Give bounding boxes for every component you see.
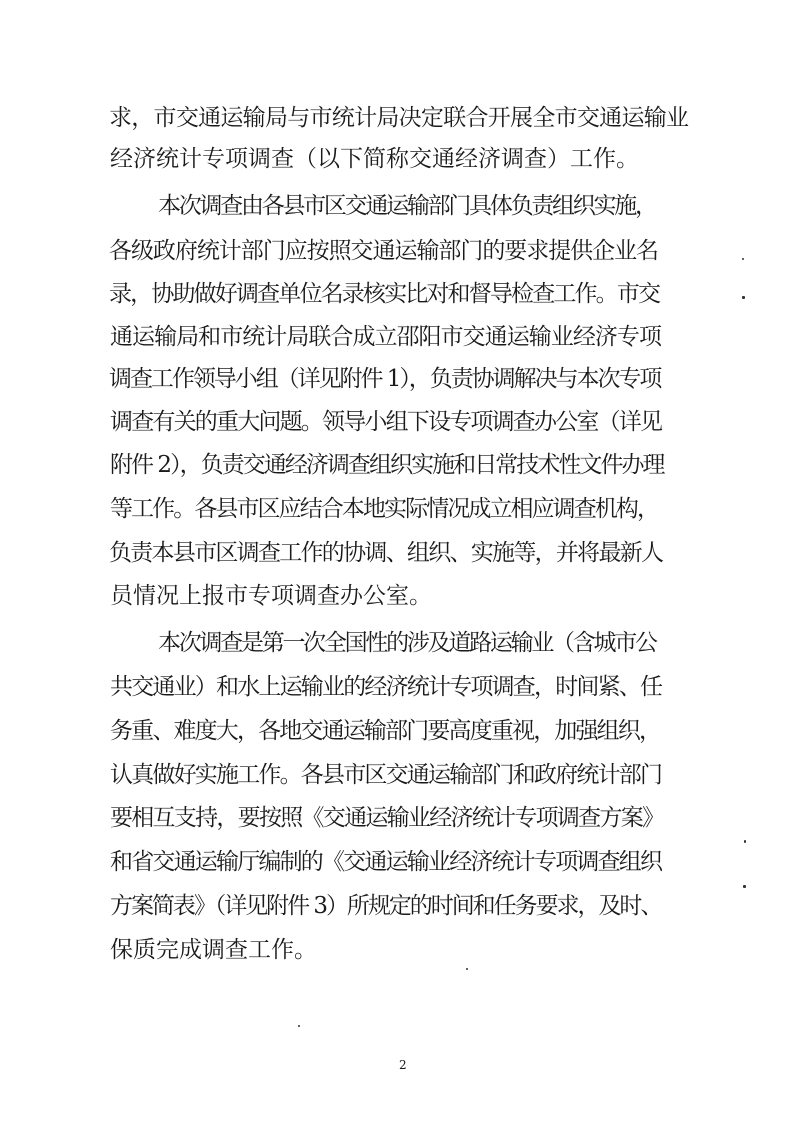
text-line: 负责本县市区调查工作的协调、组织、实施等，并将最新人 bbox=[109, 540, 663, 566]
scan-speck bbox=[743, 885, 746, 888]
text-line: 和省交通运输厅编制的《交通运输业经济统计专项调查组织 bbox=[110, 849, 662, 875]
text-line: 本次调查由各县市区交通运输部门具体负责组织实施， bbox=[158, 193, 656, 219]
text-line: 录，协助做好调查单位名录核实比对和督导检查工作。市交 bbox=[109, 281, 660, 307]
text-line: 保质完成调查工作。 bbox=[110, 937, 317, 963]
page-number: 2 bbox=[399, 1058, 407, 1072]
text-line: 调查有关的重大问题。领导小组下设专项调查办公室（详见 bbox=[110, 409, 662, 435]
text-line: 要相互支持，要按照《交通运输业经济统计专项调查方案》 bbox=[110, 805, 664, 831]
text-line: 附件 2），负责交通经济调查组织实施和日常技术性文件办理 bbox=[110, 452, 664, 478]
text-line: 员情况上报市专项调查办公室。 bbox=[110, 583, 432, 609]
scan-speck bbox=[466, 968, 468, 970]
text-line: 本次调查是第一次全国性的涉及道路运输业（含城市公 bbox=[158, 630, 656, 656]
text-line: 调查工作领导小组（详见附件 1），负责协调解决与本次专项 bbox=[109, 366, 661, 392]
text-line: 经济统计专项调查（以下简称交通经济调查）工作。 bbox=[110, 146, 639, 172]
scan-speck bbox=[744, 840, 746, 843]
text-line: 共交通业）和水上运输业的经济统计专项调查，时间紧、任 bbox=[110, 674, 662, 700]
scan-speck bbox=[298, 1025, 300, 1027]
text-line: 方案简表》（详见附件 3）所规定的时间和任务要求，及时、 bbox=[110, 893, 662, 919]
text-line: 务重、难度大，各地交通运输部门要高度重视，加强组织， bbox=[110, 718, 661, 744]
text-line: 认真做好实施工作。各县市区交通运输部门和政府统计部门 bbox=[110, 762, 662, 788]
scan-speck bbox=[742, 296, 745, 299]
scan-speck bbox=[742, 258, 744, 260]
text-line: 等工作。各县市区应结合本地实际情况成立相应调查机构， bbox=[110, 496, 659, 522]
text-line: 各级政府统计部门应按照交通运输部门的要求提供企业名 bbox=[109, 238, 659, 264]
text-line: 通运输局和市统计局联合成立邵阳市交通运输业经济专项 bbox=[110, 324, 662, 350]
text-line: 求，市交通运输局与市统计局决定联合开展全市交通运输业 bbox=[109, 105, 689, 131]
